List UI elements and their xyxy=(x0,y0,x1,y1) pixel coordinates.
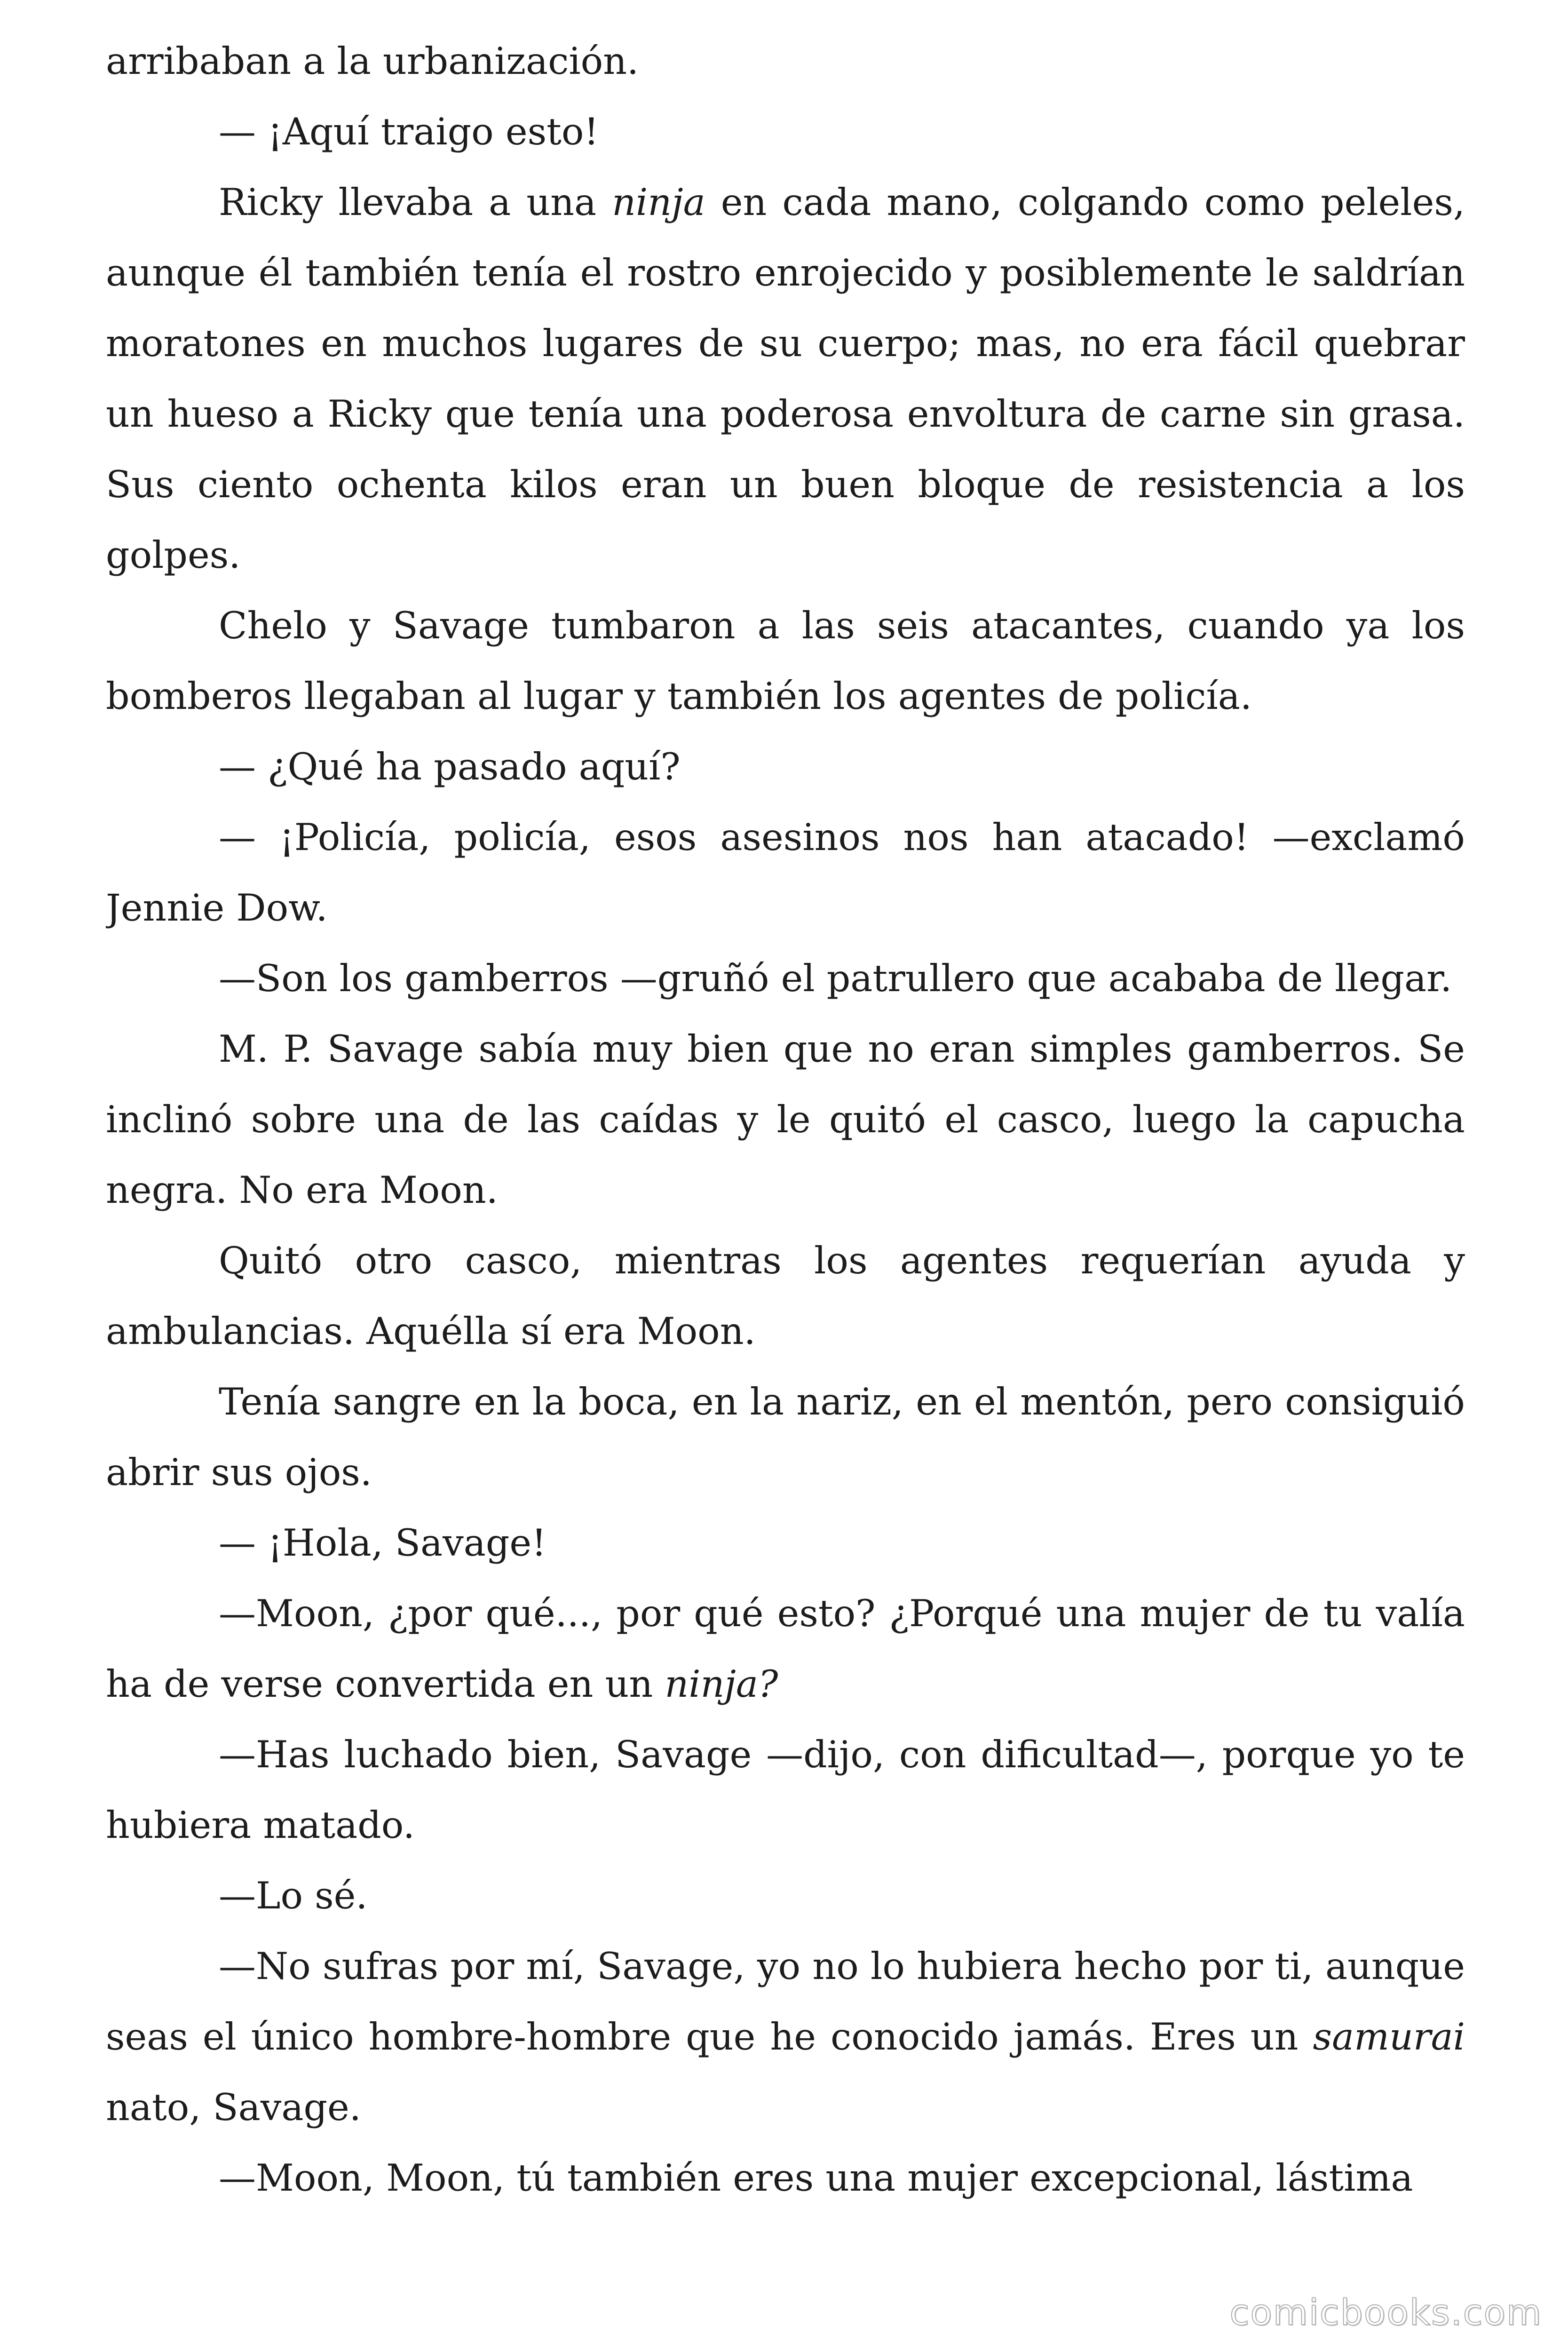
text-segment: Quitó otro casco, mientras los agentes requerían ayuda y ambulancias. Aquélla sí era Moon. xyxy=(106,1239,1465,1353)
paragraph xyxy=(106,1508,1465,1578)
book-page-text xyxy=(106,26,1465,2307)
watermark: comicbooks.com xyxy=(1229,2291,1542,2333)
paragraph xyxy=(106,731,1465,802)
text-segment: arribaban a la urbanización. xyxy=(106,40,639,83)
paragraph xyxy=(106,802,1465,943)
italic-text-segment: ninja? xyxy=(665,1662,778,1706)
italic-text-segment: ninja xyxy=(612,181,705,224)
text-segment: — ¡Aquí traigo esto! xyxy=(219,110,599,153)
text-segment: — ¿Qué ha pasado aquí? xyxy=(219,745,681,788)
text-segment: Tenía sangre en la boca, en la nariz, en el mentón, pero consiguió abrir sus ojos. xyxy=(106,1380,1465,1494)
text-segment: —No sufras por mí, Savage, yo no lo hubiera hecho por ti, aunque seas el único hombre-hombre que he conocido jamás. Eres un xyxy=(106,1945,1465,2058)
italic-text-segment: samurai xyxy=(1313,2015,1465,2058)
paragraph xyxy=(106,1578,1465,1719)
paragraph xyxy=(106,96,1465,167)
paragraph xyxy=(106,590,1465,731)
text-segment: —Moon, ¿por qué..., por qué esto? ¿Porqué una mujer de tu valía ha de verse convertida en un xyxy=(106,1592,1465,1706)
paragraph xyxy=(106,1225,1465,1367)
text-segment: Chelo y Savage tumbaron a las seis atacantes, cuando ya los bomberos llegaban al lugar y también los agentes de policía. xyxy=(106,604,1465,718)
text-segment: —Son los gamberros —gruñó el patrullero que acababa de llegar. xyxy=(219,957,1452,1000)
text-segment: — ¡Policía, policía, esos asesinos nos han atacado! —exclamó Jennie Dow. xyxy=(106,816,1465,930)
paragraph xyxy=(106,1931,1465,2143)
paragraph xyxy=(106,2143,1465,2213)
paragraph xyxy=(106,167,1465,590)
paragraph xyxy=(106,26,1465,96)
paragraph xyxy=(106,1860,1465,1931)
text-segment: — ¡Hola, Savage! xyxy=(219,1521,546,1565)
text-segment: —Moon, Moon, tú también eres una mujer excepcional, lástima xyxy=(219,2156,1413,2200)
paragraph xyxy=(106,1014,1465,1225)
text-segment: —Has luchado bien, Savage —dijo, con dificultad—, porque yo te hubiera matado. xyxy=(106,1733,1465,1847)
text-segment: Ricky llevaba a una xyxy=(219,181,612,224)
text-segment: M. P. Savage sabía muy bien que no eran simples gamberros. Se inclinó sobre una de las caídas y le quitó el casco, luego la capucha negra. No era Moon. xyxy=(106,1027,1465,1212)
paragraph xyxy=(106,1719,1465,1860)
paragraph xyxy=(106,1367,1465,1508)
text-segment: en cada mano, colgando como peleles, aunque él también tenía el rostro enrojecido y posiblemente le saldrían moratones en muchos lugares de su cuerpo; mas, no era fácil quebrar un hueso a Ricky que tenía una poderosa envoltura de carne sin grasa. Sus ciento ochenta kilos eran un buen bloque de resistencia a los golpes. xyxy=(106,181,1465,577)
text-segment: nato, Savage. xyxy=(106,2086,361,2129)
text-segment: —Lo sé. xyxy=(219,1874,368,1917)
paragraph xyxy=(106,943,1465,1014)
